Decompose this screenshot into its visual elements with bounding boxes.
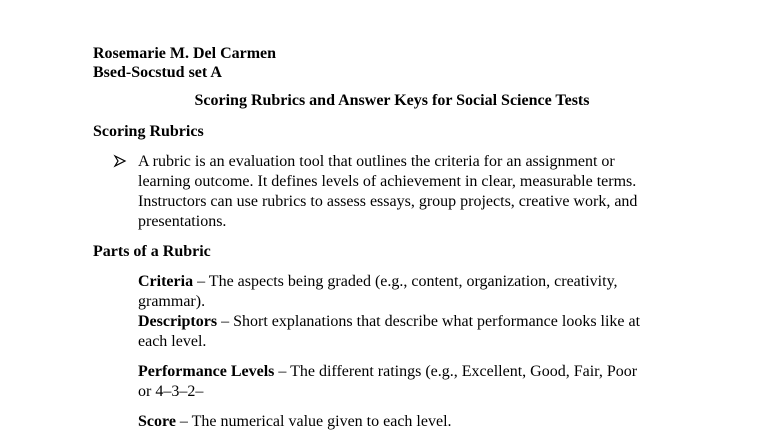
part-description: – Short explanations that describe what performance looks like at <box>217 313 641 330</box>
part-description: – The numerical value given to each level. <box>175 413 452 430</box>
scoring-rubrics-heading: Scoring Rubrics <box>93 123 204 140</box>
rubric-definition-line-1: A rubric is an evaluation tool that outlines the criteria for an assignment or <box>138 153 615 170</box>
part-term: Score <box>138 413 176 430</box>
part-criteria-line-1 <box>138 273 618 291</box>
part-score-line-1 <box>138 413 452 431</box>
part-term: Performance Levels <box>138 363 275 380</box>
part-term: Criteria <box>138 273 194 290</box>
part-description: – The aspects being graded (e.g., content, organization, creativity, <box>193 273 618 290</box>
part-descriptors-line-2: each level. <box>138 333 207 350</box>
part-criteria-line-2: grammar). <box>138 293 206 310</box>
part-performance-levels-line-1 <box>138 363 637 381</box>
part-descriptors-line-1 <box>138 313 640 331</box>
document-title: Scoring Rubrics and Answer Keys for Social Science Tests <box>194 92 590 109</box>
rubric-definition-line-2: learning outcome. It defines levels of achievement in clear, measurable terms. <box>138 173 637 190</box>
rubric-definition-line-4: presentations. <box>138 213 227 230</box>
parts-heading: Parts of a Rubric <box>93 243 211 260</box>
arrow-bullet-icon <box>113 154 127 168</box>
part-description: – The different ratings (e.g., Excellent, Good, Fair, Poor <box>274 363 638 380</box>
rubric-definition-line-3: Instructors can use rubrics to assess essays, group projects, creative work, and <box>138 193 638 210</box>
part-performance-levels-line-2: or 4–3–2– <box>138 383 204 400</box>
author-name: Rosemarie M. Del Carmen <box>93 45 277 62</box>
part-term: Descriptors <box>138 313 218 330</box>
section-label: Bsed-Socstud set A <box>93 64 222 81</box>
